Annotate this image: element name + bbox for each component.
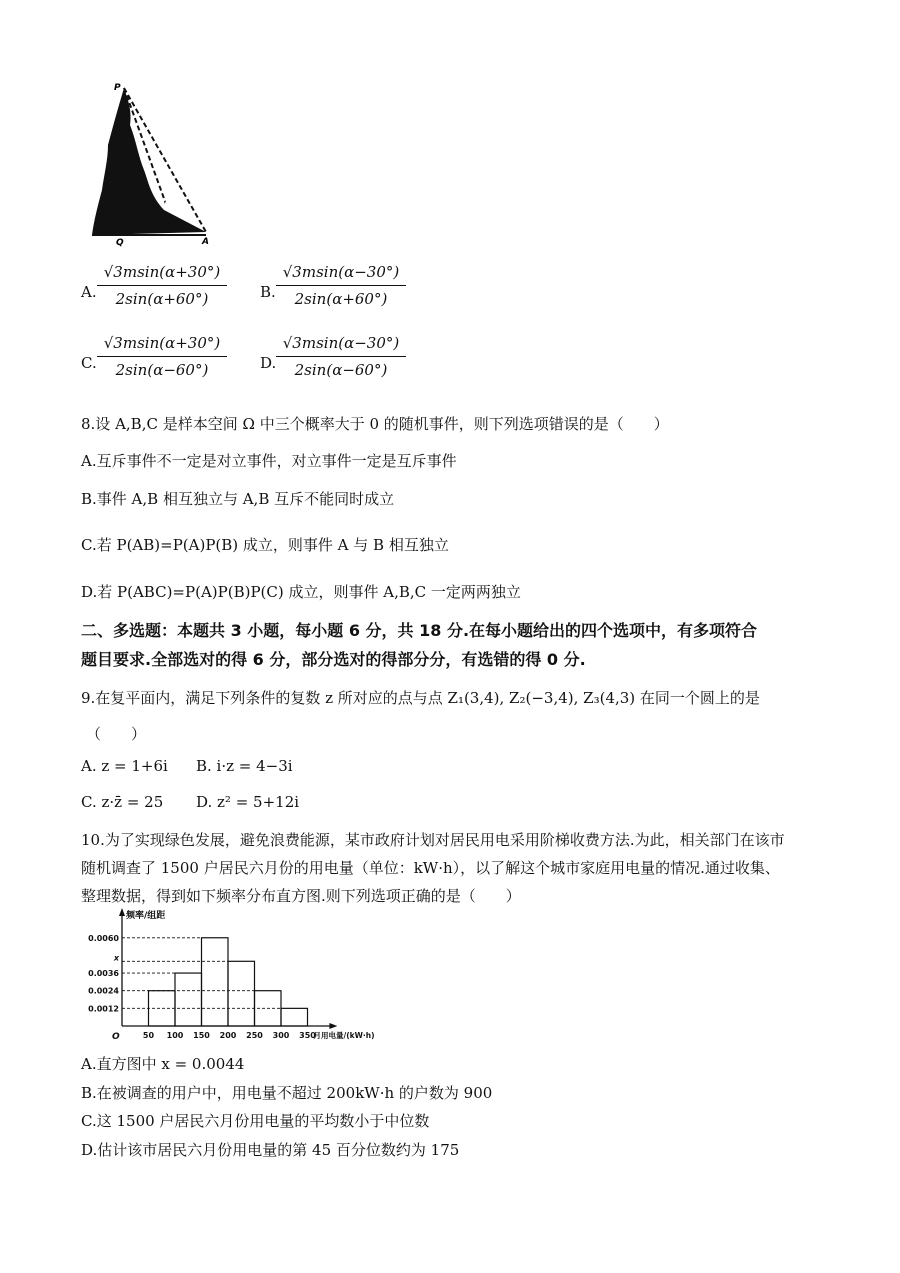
- histogram-bar: [175, 973, 202, 1026]
- section2-line1: 二、多选题：本题共 3 小题，每小题 6 分，共 18 分.在每小题给出的四个选项中，有多项符合: [81, 621, 758, 640]
- q7-option-b-label: B.: [260, 283, 276, 301]
- q7-option-a-numerator: √3msin(α+30°): [103, 263, 221, 281]
- q8-option-d: D.若 P(ABC)=P(A)P(B)P(C) 成立，则事件 A,B,C 一定两两独立: [81, 583, 521, 601]
- histogram-bar: [202, 938, 229, 1026]
- y-axis-label: 频率/组距: [126, 911, 166, 921]
- x-tick-label: 300: [272, 1031, 290, 1040]
- q7-option-c: [97, 333, 227, 380]
- q7-option-a-label: A.: [81, 283, 97, 301]
- q7-option-d: [276, 333, 406, 380]
- q7-option-b-denominator: 2sin(α+60°): [294, 290, 388, 308]
- y-tick-label: 0.0060: [88, 933, 119, 943]
- q8-option-a: A.互斥事件不一定是对立事件，对立事件一定是互斥事件: [81, 452, 457, 470]
- x-tick-label: 250: [246, 1031, 263, 1040]
- q7-option-c-label: C.: [81, 354, 97, 372]
- q8-option-c: C.若 P(AB)=P(A)P(B) 成立，则事件 A 与 B 相互独立: [81, 536, 449, 554]
- x-axis-label: 月用电量/(kW·h): [313, 1031, 375, 1040]
- x-tick-label: 350: [299, 1031, 316, 1040]
- histogram-bar: [228, 961, 255, 1026]
- y-tick-label: 0.0036: [88, 969, 119, 979]
- q10-line1: 10.为了实现绿色发展，避免浪费能源，某市政府计划对居民用电采用阶梯收费方法.为此，相关部门在该市: [81, 831, 785, 849]
- x-tick-label: 50: [142, 1031, 155, 1040]
- x-tick-label: 200: [219, 1031, 237, 1040]
- section2-line2: 题目要求.全部选对的得 6 分，部分选对的得部分分，有选错的得 0 分.: [81, 650, 586, 669]
- y-axis-arrow: [119, 908, 125, 916]
- q9-option-a: A. z = 1+6i: [81, 757, 168, 775]
- q10-line2: 随机调查了 1500 户居民六月份的用电量（单位：kW·h），以了解这个城市家庭用电量的情况.通过收集、: [81, 859, 780, 877]
- histogram-bars: [149, 938, 308, 1026]
- y-tick-label: 0.0024: [88, 986, 119, 996]
- histogram-bar: [281, 1008, 308, 1026]
- q8-stem: 8.设 A,B,C 是样本空间 Ω 中三个概率大于 0 的随机事件，则下列选项错误的是（ ）: [81, 415, 669, 433]
- label-a: A: [202, 237, 209, 247]
- q9-option-c: C. z·z̄ = 25: [81, 793, 164, 811]
- q7-option-a-denominator: 2sin(α+60°): [115, 290, 209, 308]
- q9-stem: 9.在复平面内，满足下列条件的复数 z 所对应的点与点 Z₁(3,4), Z₂(−3,4), Z₃(4,3) 在同一个圆上的是: [81, 689, 760, 707]
- q8-option-b: B.事件 A,B 相互独立与 A,B 互斥不能同时成立: [81, 490, 395, 508]
- mountain-shape: [92, 88, 206, 235]
- q10-option-b: B.在被调查的用户中，用电量不超过 200kW·h 的户数为 900: [81, 1084, 493, 1102]
- x-tick-label: 100: [166, 1031, 184, 1040]
- q7-option-b: [276, 262, 406, 309]
- y-tick-label: x: [113, 953, 119, 963]
- q9-option-d: D. z² = 5+12i: [196, 793, 300, 811]
- label-q: Q: [116, 238, 124, 248]
- x-axis-arrow: [329, 1023, 337, 1029]
- y-tick-label: 0.0012: [88, 1004, 119, 1014]
- q9-option-b: B. i·z = 4−3i: [196, 757, 293, 775]
- q10-line3: 整理数据，得到如下频率分布直方图.则下列选项正确的是（ ）: [81, 887, 521, 905]
- q7-option-d-numerator: √3msin(α−30°): [282, 334, 400, 352]
- histogram-labels: [88, 909, 374, 1042]
- q7-option-c-denominator: 2sin(α−60°): [115, 361, 209, 379]
- q7-option-c-numerator: √3msin(α+30°): [103, 334, 221, 352]
- origin-label: O: [112, 1032, 120, 1042]
- label-p: P: [114, 83, 121, 93]
- x-tick-label: 150: [193, 1031, 210, 1040]
- frequency-histogram: [80, 908, 375, 1050]
- q7-option-a: [97, 262, 227, 309]
- q10-option-d: D.估计该市居民六月份用电量的第 45 百分位数约为 175: [81, 1141, 460, 1159]
- q7-option-b-numerator: √3msin(α−30°): [282, 263, 400, 281]
- q7-option-d-denominator: 2sin(α−60°): [294, 361, 388, 379]
- q10-option-c: C.这 1500 户居民六月份用电量的平均数小于中位数: [81, 1112, 430, 1130]
- mountain-figure: [78, 80, 218, 250]
- q10-option-a: A.直方图中 x = 0.0044: [81, 1055, 245, 1073]
- q7-option-d-label: D.: [260, 354, 277, 372]
- q9-paren: （ ）: [86, 725, 147, 743]
- label-b: B: [164, 201, 171, 211]
